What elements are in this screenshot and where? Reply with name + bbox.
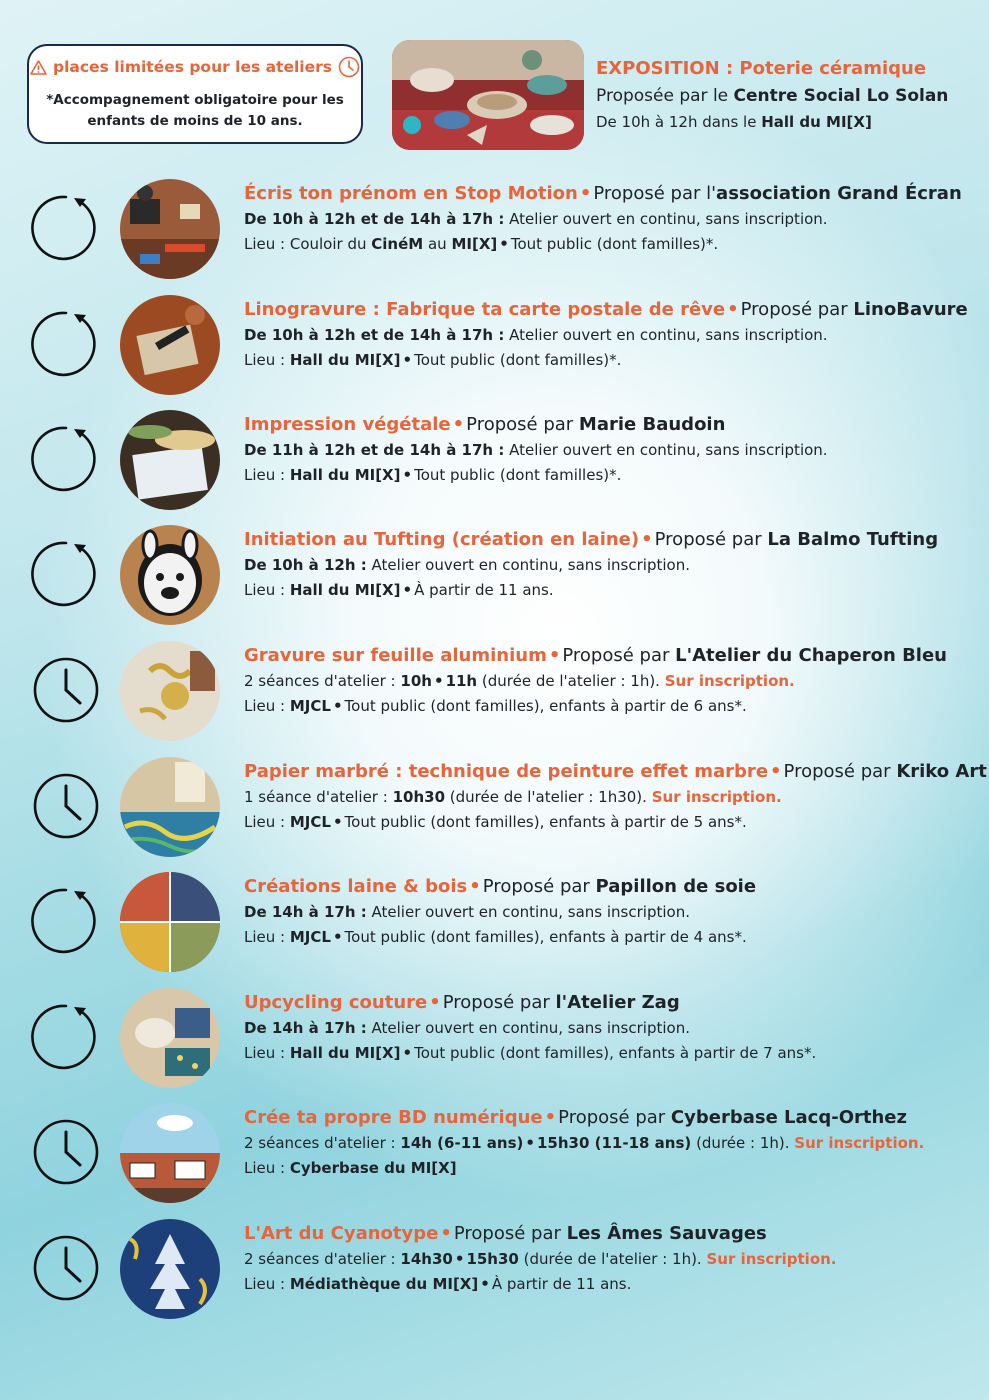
by-prefix: Proposé par l' — [593, 183, 717, 204]
time-label: De 11h à 12h et de 14h à 17h : — [244, 441, 505, 459]
exhibition-title: EXPOSITION : Poterie céramique — [596, 58, 927, 79]
activity-upcycling — [0, 981, 989, 1091]
sessions-label: 1 séance d'atelier : — [244, 788, 388, 806]
by-prefix: Proposé par — [562, 645, 670, 666]
separator: • — [440, 1223, 452, 1244]
open-access-icon — [30, 423, 102, 495]
activity-laine-bois — [0, 865, 989, 975]
notice-headline: places limitées pour les ateliers — [53, 58, 332, 76]
open-access-icon — [30, 885, 102, 957]
exhibition-hours: De 10h à 12h dans le — [596, 113, 757, 131]
open-access-icon — [30, 192, 102, 264]
time-detail: Atelier ouvert en continu, sans inscription. — [371, 903, 690, 921]
place-name: Médiathèque du MI[X] — [289, 1275, 479, 1293]
warning-icon — [30, 60, 47, 75]
by-prefix: Proposé par — [558, 1107, 666, 1128]
by-prefix: Proposé par — [783, 761, 891, 782]
activity-linogravure — [0, 288, 989, 398]
place-name: MJCL — [289, 813, 331, 831]
organizer: L'Atelier du Chaperon Bleu — [675, 645, 947, 666]
place-name: MJCL — [289, 928, 331, 946]
organizer: Kriko Art — [896, 761, 987, 782]
exhibition-info — [596, 56, 981, 134]
separator: • — [548, 645, 561, 666]
audience: Tout public (dont familles), enfants à partir de 5 ans*. — [344, 813, 747, 831]
activity-title: Linogravure : Fabrique ta carte postale de rêve — [244, 299, 726, 320]
by-prefix: Proposé par — [740, 299, 848, 320]
activity-title: Initiation au Tufting (création en laine) — [244, 529, 640, 550]
place-prefix: Lieu : Couloir du — [244, 235, 367, 253]
place-name: Hall du MI[X] — [289, 466, 401, 484]
separator: • — [429, 992, 441, 1013]
place-prefix: Lieu : — [244, 928, 286, 946]
separator: • — [402, 466, 413, 484]
separator: • — [544, 1107, 557, 1128]
time-label: De 10h à 12h et de 14h à 17h : — [244, 326, 505, 344]
clock-icon — [30, 654, 102, 726]
session-time: 10h — [400, 672, 432, 690]
by-prefix: Proposé par — [482, 876, 590, 897]
organizer: Les Âmes Sauvages — [566, 1223, 767, 1244]
place-name: Hall du MI[X] — [289, 1044, 401, 1062]
organizer: Cyberbase Lacq-Orthez — [670, 1107, 907, 1128]
audience: Tout public (dont familles)*. — [414, 466, 622, 484]
audience: À partir de 11 ans. — [414, 581, 554, 599]
signup-link[interactable]: Sur inscription. — [706, 1250, 837, 1268]
place-name: MJCL — [289, 697, 331, 715]
clock-icon — [30, 770, 102, 842]
sessions-label: 2 séances d'atelier : — [244, 672, 396, 690]
activity-photo — [120, 641, 220, 741]
activity-photo — [120, 295, 220, 395]
place-name: CinéM — [371, 235, 424, 253]
separator: • — [433, 672, 444, 690]
separator: • — [402, 351, 413, 369]
activity-photo — [120, 525, 220, 625]
clock-icon — [30, 1232, 102, 1304]
duration: (durée de l'atelier : 1h30). — [449, 788, 647, 806]
organizer: Papillon de soie — [595, 876, 757, 897]
audience: À partir de 11 ans. — [491, 1275, 632, 1293]
place-prefix: Lieu : — [244, 351, 286, 369]
exhibition-place: Hall du MI[X] — [761, 113, 872, 131]
organizer: association Grand Écran — [716, 183, 962, 204]
separator: • — [402, 1044, 413, 1062]
place-prefix: Lieu : — [244, 697, 286, 715]
duration: (durée de l'atelier : 1h). — [523, 1250, 702, 1268]
time-detail: Atelier ouvert en continu, sans inscription. — [371, 1019, 690, 1037]
notice-note: *Accompagnement obligatoire pour les enfants de moins de 10 ans. — [46, 92, 344, 129]
activity-bd-numerique — [0, 1096, 989, 1206]
time-detail: Atelier ouvert en continu, sans inscription. — [371, 556, 690, 574]
activity-photo — [120, 757, 220, 857]
time-detail: Atelier ouvert en continu, sans inscription. — [509, 210, 828, 228]
organizer: l'Atelier Zag — [555, 992, 680, 1013]
separator: • — [402, 581, 413, 599]
limited-places-notice — [27, 44, 363, 144]
signup-link[interactable]: Sur inscription. — [651, 788, 782, 806]
session-time: 14h30 — [400, 1250, 453, 1268]
activity-photo — [120, 988, 220, 1088]
audience: Tout public (dont familles)*. — [510, 235, 719, 253]
session-time: 15h30 (11-18 ans) — [536, 1134, 692, 1152]
duration: (durée de l'atelier : 1h). — [481, 672, 660, 690]
clock-icon — [338, 56, 360, 78]
time-label: De 14h à 17h : — [244, 1019, 367, 1037]
activity-gravure-aluminium — [0, 634, 989, 744]
audience: Tout public (dont familles), enfants à partir de 6 ans*. — [344, 697, 747, 715]
place-name: Hall du MI[X] — [289, 351, 401, 369]
by-prefix: Proposé par — [442, 992, 550, 1013]
place-prefix: Lieu : — [244, 1275, 286, 1293]
separator: • — [499, 235, 509, 253]
session-time: 14h (6-11 ans) — [400, 1134, 524, 1152]
session-time: 10h30 — [392, 788, 446, 806]
organizer: LinoBavure — [853, 299, 968, 320]
activity-photo — [120, 410, 220, 510]
sessions-label: 2 séances d'atelier : — [244, 1250, 396, 1268]
organizer: La Balmo Tufting — [767, 529, 939, 550]
session-time: 11h — [445, 672, 478, 690]
place-mid: au — [427, 235, 447, 253]
activity-stop-motion — [0, 172, 989, 282]
place-prefix: Lieu : — [244, 466, 286, 484]
activity-title: Crée ta propre BD numérique — [244, 1107, 543, 1128]
separator: • — [332, 697, 343, 715]
organizer: Marie Baudoin — [578, 414, 726, 435]
place-prefix: Lieu : — [244, 813, 286, 831]
time-label: De 10h à 12h et de 14h à 17h : — [244, 210, 505, 228]
activity-photo — [120, 1103, 220, 1203]
place-prefix: Lieu : — [244, 1044, 286, 1062]
activity-photo — [120, 1219, 220, 1319]
activity-title: Gravure sur feuille aluminium — [244, 645, 547, 666]
open-access-icon — [30, 1001, 102, 1073]
activity-photo — [120, 179, 220, 279]
by-prefix: Proposé par — [453, 1223, 561, 1244]
pottery-photo — [392, 40, 584, 150]
activity-title: Impression végétale — [244, 414, 451, 435]
activity-photo — [120, 872, 220, 972]
separator: • — [332, 928, 343, 946]
separator: • — [770, 761, 782, 782]
activity-impression-vegetale — [0, 403, 989, 513]
time-detail: Atelier ouvert en continu, sans inscription. — [509, 441, 828, 459]
duration: (durée : 1h). — [696, 1134, 790, 1152]
separator: • — [480, 1275, 490, 1293]
separator: • — [727, 299, 739, 320]
separator: • — [469, 876, 481, 897]
by-prefix: Proposé par — [466, 414, 574, 435]
time-label: De 10h à 12h : — [244, 556, 367, 574]
activity-tufting — [0, 518, 989, 628]
signup-link[interactable]: Sur inscription. — [794, 1134, 925, 1152]
activity-title: Créations laine & bois — [244, 876, 468, 897]
separator: • — [579, 183, 592, 204]
activity-papier-marbre — [0, 750, 989, 860]
separator: • — [332, 813, 343, 831]
activity-title: Écris ton prénom en Stop Motion — [244, 183, 578, 204]
activity-title: Papier marbré : technique de peinture effet marbre — [244, 761, 769, 782]
separator: • — [454, 1250, 465, 1268]
by-prefix: Proposé par — [654, 529, 762, 550]
exhibition-organizer: Centre Social Lo Solan — [733, 86, 949, 106]
activity-cyanotype — [0, 1212, 989, 1322]
audience: Tout public (dont familles), enfants à partir de 7 ans*. — [414, 1044, 817, 1062]
clock-icon — [30, 1116, 102, 1188]
time-label: De 14h à 17h : — [244, 903, 367, 921]
place-prefix: Lieu : — [244, 581, 286, 599]
place-name: MI[X] — [451, 235, 498, 253]
audience: Tout public (dont familles)*. — [414, 351, 622, 369]
exhibition-by-prefix: Proposée par le — [596, 86, 729, 106]
activity-title: L'Art du Cyanotype — [244, 1223, 439, 1244]
place-name: Cyberbase du MI[X] — [289, 1159, 457, 1177]
audience: Tout public (dont familles), enfants à partir de 4 ans*. — [344, 928, 747, 946]
sessions-label: 2 séances d'atelier : — [244, 1134, 396, 1152]
separator: • — [525, 1134, 535, 1152]
time-detail: Atelier ouvert en continu, sans inscription. — [509, 326, 828, 344]
separator: • — [452, 414, 465, 435]
activity-title: Upcycling couture — [244, 992, 428, 1013]
separator: • — [641, 529, 653, 550]
signup-link[interactable]: Sur inscription. — [664, 672, 795, 690]
open-access-icon — [30, 308, 102, 380]
place-prefix: Lieu : — [244, 1159, 286, 1177]
session-time: 15h30 — [466, 1250, 519, 1268]
place-name: Hall du MI[X] — [289, 581, 401, 599]
open-access-icon — [30, 538, 102, 610]
